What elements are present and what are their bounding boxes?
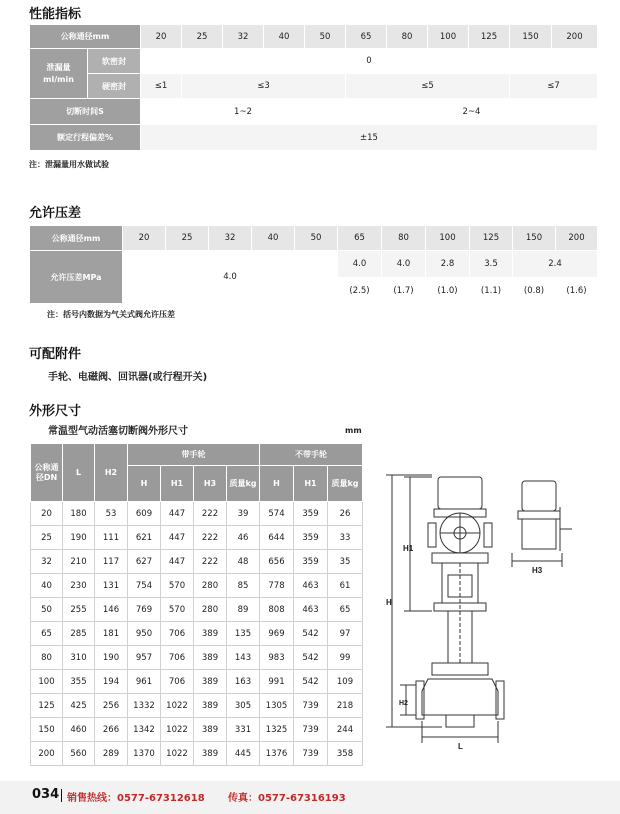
table-cell: 706 — [161, 646, 194, 670]
table-cell: 739 — [294, 694, 328, 718]
table-row — [31, 670, 363, 694]
table-cell: 1370 — [128, 742, 161, 766]
section-title-accessories: 可配附件 — [29, 347, 82, 362]
table-cell: 97 — [328, 622, 363, 646]
table-cell: 1022 — [161, 718, 194, 742]
dim-h1-label: H1 — [403, 544, 414, 553]
size-cell: 125 — [469, 25, 510, 49]
accessories-text: 手轮、电磁阀、回讯器(或行程开关) — [48, 372, 208, 383]
table-cell: 621 — [128, 526, 161, 550]
with-wheel-header: 带手轮 — [128, 444, 260, 466]
dp-value: 4.0 — [338, 251, 382, 278]
table-cell: 26 — [328, 502, 363, 526]
size-cell: 80 — [382, 226, 426, 251]
table-cell: 447 — [161, 526, 194, 550]
dp-label: 允许压差MPa — [30, 251, 123, 304]
size-cell: 125 — [470, 226, 513, 251]
table-cell: 135 — [227, 622, 260, 646]
table-cell: 425 — [63, 694, 95, 718]
table-cell: 808 — [260, 598, 294, 622]
table-cell: 25 — [31, 526, 63, 550]
table-cell: 190 — [63, 526, 95, 550]
table-cell: 739 — [294, 718, 328, 742]
table-cell: 32 — [31, 550, 63, 574]
size-cell: 150 — [510, 25, 552, 49]
table-cell: 190 — [95, 646, 128, 670]
table-cell: 542 — [294, 622, 328, 646]
table-cell: 65 — [31, 622, 63, 646]
table-cell: 218 — [328, 694, 363, 718]
size-cell: 65 — [346, 25, 387, 49]
table-cell: 570 — [161, 574, 194, 598]
h-h1: H1 — [161, 466, 194, 502]
table-cell: 85 — [227, 574, 260, 598]
size-cell: 40 — [264, 25, 305, 49]
table-row — [31, 718, 363, 742]
hard-seal-value: ≤7 — [510, 74, 598, 99]
table-cell: 355 — [63, 670, 95, 694]
table-cell: 310 — [63, 646, 95, 670]
table-cell: 1305 — [260, 694, 294, 718]
table-cell: 117 — [95, 550, 128, 574]
size-cell: 40 — [252, 226, 295, 251]
size-cell: 80 — [387, 25, 428, 49]
table-cell: 1342 — [128, 718, 161, 742]
table-row — [31, 694, 363, 718]
table-cell: 706 — [161, 670, 194, 694]
table-cell: 50 — [31, 598, 63, 622]
h-h3: H3 — [194, 466, 227, 502]
h-mass: 质量kg — [328, 466, 363, 502]
table-cell: 1022 — [161, 694, 194, 718]
table-row — [31, 646, 363, 670]
size-cell: 65 — [338, 226, 382, 251]
table-row — [31, 550, 363, 574]
table-cell: 656 — [260, 550, 294, 574]
table-cell: 991 — [260, 670, 294, 694]
dp-value-aircl: (0.8) — [513, 278, 556, 304]
table-cell: 150 — [31, 718, 63, 742]
table-cell: 1325 — [260, 718, 294, 742]
table-cell: 99 — [328, 646, 363, 670]
page-number: 034 — [32, 787, 60, 802]
dp-value: 2.4 — [513, 251, 598, 278]
table-cell: 222 — [194, 502, 227, 526]
size-cell: 100 — [426, 226, 470, 251]
size-cell: 150 — [513, 226, 556, 251]
dp-value-aircl: (1.0) — [426, 278, 470, 304]
cut-time-label: 切断时间S — [30, 99, 141, 125]
table-cell: 957 — [128, 646, 161, 670]
hard-seal-value: ≤5 — [346, 74, 510, 99]
h-dn: 公称通径DN — [31, 444, 63, 502]
table-cell: 40 — [31, 574, 63, 598]
table-cell: 463 — [294, 574, 328, 598]
size-cell: 32 — [223, 25, 264, 49]
cut-time-value: 1~2 — [141, 99, 346, 125]
fax: 传真：0577-67316193 — [228, 793, 346, 804]
leak-label: 泄漏量 ml/min — [30, 49, 88, 99]
table-cell: 1376 — [260, 742, 294, 766]
unit-label: mm — [345, 426, 362, 435]
table-cell: 447 — [161, 550, 194, 574]
table-cell: 359 — [294, 550, 328, 574]
side-actuator — [522, 481, 556, 511]
table-cell: 20 — [31, 502, 63, 526]
table-cell: 627 — [128, 550, 161, 574]
table-cell: 389 — [194, 694, 227, 718]
table-cell: 460 — [63, 718, 95, 742]
dim-h3-label: H3 — [532, 566, 543, 575]
table-row — [31, 526, 363, 550]
h-h: H — [128, 466, 161, 502]
size-cell: 50 — [305, 25, 346, 49]
dp-value: 3.5 — [470, 251, 513, 278]
table-cell: 983 — [260, 646, 294, 670]
table-cell: 359 — [294, 526, 328, 550]
dn-label: 公称通径mm — [30, 226, 123, 251]
dimension-table — [30, 443, 363, 766]
hard-seal-value: ≤1 — [141, 74, 182, 99]
table-cell: 389 — [194, 718, 227, 742]
actuator-body — [438, 477, 482, 509]
performance-table — [29, 24, 598, 151]
hard-seal-label: 硬密封 — [88, 74, 141, 99]
cut-time-value: 2~4 — [346, 99, 598, 125]
table-cell: 778 — [260, 574, 294, 598]
table-cell: 280 — [194, 574, 227, 598]
h-mass: 质量kg — [227, 466, 260, 502]
table-cell: 969 — [260, 622, 294, 646]
table-cell: 266 — [95, 718, 128, 742]
table-cell: 109 — [328, 670, 363, 694]
table-cell: 111 — [95, 526, 128, 550]
table-cell: 244 — [328, 718, 363, 742]
table-cell: 389 — [194, 622, 227, 646]
table-cell: 180 — [63, 502, 95, 526]
size-cell: 32 — [209, 226, 252, 251]
table-cell: 447 — [161, 502, 194, 526]
soft-seal-label: 软密封 — [88, 49, 141, 74]
soft-seal-value: 0 — [141, 49, 598, 74]
without-wheel-header: 不带手轮 — [260, 444, 363, 466]
hard-seal-value: ≤3 — [182, 74, 346, 99]
table-cell: 230 — [63, 574, 95, 598]
dimensions-subtitle: 常温型气动活塞切断阀外形尺寸 — [48, 426, 188, 437]
table-cell: 143 — [227, 646, 260, 670]
table-cell: 222 — [194, 526, 227, 550]
table-cell: 48 — [227, 550, 260, 574]
dim-l-label: L — [458, 742, 463, 751]
table-cell: 181 — [95, 622, 128, 646]
table-cell: 222 — [194, 550, 227, 574]
table-cell: 570 — [161, 598, 194, 622]
table-cell: 542 — [294, 646, 328, 670]
stroke-dev-label: 额定行程偏差% — [30, 125, 141, 151]
table-cell: 1332 — [128, 694, 161, 718]
size-cell: 25 — [166, 226, 209, 251]
h-l: L — [63, 444, 95, 502]
table-cell: 706 — [161, 622, 194, 646]
size-cell: 50 — [295, 226, 338, 251]
h-h2: H2 — [95, 444, 128, 502]
size-cell: 20 — [123, 226, 166, 251]
table-row — [31, 502, 363, 526]
table-cell: 35 — [328, 550, 363, 574]
size-cell: 25 — [182, 25, 223, 49]
dp-value-aircl: (1.7) — [382, 278, 426, 304]
table-cell: 305 — [227, 694, 260, 718]
table-cell: 574 — [260, 502, 294, 526]
dp-value: 4.0 — [123, 251, 338, 304]
h-h: H — [260, 466, 294, 502]
stroke-dev-value: ±15 — [141, 125, 598, 151]
table-cell: 961 — [128, 670, 161, 694]
table-cell: 39 — [227, 502, 260, 526]
dp-value: 2.8 — [426, 251, 470, 278]
table-cell: 289 — [95, 742, 128, 766]
table-cell: 163 — [227, 670, 260, 694]
table-cell: 146 — [95, 598, 128, 622]
h-h1: H1 — [294, 466, 328, 502]
pressure-note: 注：括号内数据为气关式阀允许压差 — [47, 310, 175, 319]
section-title-dimensions: 外形尺寸 — [29, 404, 82, 419]
table-cell: 644 — [260, 526, 294, 550]
table-row — [31, 598, 363, 622]
hotline: 销售热线：0577-67312618 — [67, 793, 205, 804]
section-title-performance: 性能指标 — [29, 7, 82, 22]
table-row — [31, 622, 363, 646]
dn-label: 公称通径mm — [30, 25, 141, 49]
footer-divider — [61, 789, 62, 802]
table-cell: 609 — [128, 502, 161, 526]
table-cell: 445 — [227, 742, 260, 766]
dp-value-aircl: (1.1) — [470, 278, 513, 304]
table-cell: 65 — [328, 598, 363, 622]
table-cell: 542 — [294, 670, 328, 694]
table-cell: 389 — [194, 646, 227, 670]
table-cell: 739 — [294, 742, 328, 766]
table-cell: 200 — [31, 742, 63, 766]
pressure-table — [29, 225, 598, 304]
table-cell: 754 — [128, 574, 161, 598]
dim-h2-label: H2 — [399, 700, 408, 707]
table-cell: 53 — [95, 502, 128, 526]
table-cell: 331 — [227, 718, 260, 742]
table-cell: 131 — [95, 574, 128, 598]
table-cell: 463 — [294, 598, 328, 622]
dp-value-aircl: (1.6) — [556, 278, 598, 304]
dim-h-label: H — [386, 598, 392, 607]
size-cell: 100 — [428, 25, 469, 49]
table-cell: 255 — [63, 598, 95, 622]
table-cell: 89 — [227, 598, 260, 622]
size-cell: 20 — [141, 25, 182, 49]
size-cell: 200 — [556, 226, 598, 251]
table-cell: 358 — [328, 742, 363, 766]
size-cell: 200 — [552, 25, 598, 49]
table-row — [31, 574, 363, 598]
table-cell: 46 — [227, 526, 260, 550]
table-cell: 194 — [95, 670, 128, 694]
table-cell: 80 — [31, 646, 63, 670]
table-cell: 560 — [63, 742, 95, 766]
table-cell: 256 — [95, 694, 128, 718]
table-cell: 285 — [63, 622, 95, 646]
table-cell: 769 — [128, 598, 161, 622]
table-cell: 33 — [328, 526, 363, 550]
table-cell: 125 — [31, 694, 63, 718]
table-row — [31, 742, 363, 766]
dp-value-aircl: (2.5) — [338, 278, 382, 304]
table-cell: 389 — [194, 742, 227, 766]
table-cell: 61 — [328, 574, 363, 598]
table-cell: 359 — [294, 502, 328, 526]
valve-drawing — [372, 465, 612, 755]
section-title-pressure: 允许压差 — [29, 206, 82, 221]
dp-value: 4.0 — [382, 251, 426, 278]
table-cell: 100 — [31, 670, 63, 694]
table-cell: 950 — [128, 622, 161, 646]
table-cell: 280 — [194, 598, 227, 622]
table-cell: 210 — [63, 550, 95, 574]
table-cell: 389 — [194, 670, 227, 694]
performance-note: 注：泄漏量用水做试验 — [29, 160, 109, 169]
table-cell: 1022 — [161, 742, 194, 766]
